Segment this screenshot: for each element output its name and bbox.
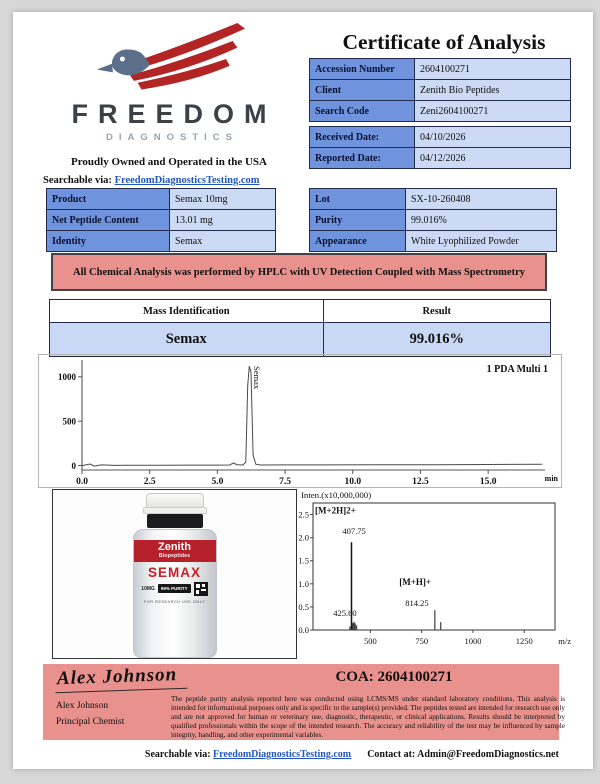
vial-brand-sub: Biopeptides [158, 552, 191, 559]
eagle-logo-icon [79, 22, 259, 98]
table-row [47, 210, 276, 231]
table-row [310, 59, 571, 80]
searchable-link[interactable]: FreedomDiagnosticsTesting.com [114, 175, 260, 186]
signer-name: Alex Johnson [56, 701, 108, 711]
brand-tagline: Proudly Owned and Operated in the USA [71, 156, 267, 168]
signature-block [43, 664, 565, 740]
table-row [310, 80, 571, 101]
table-row [47, 189, 276, 210]
mass-spectrum-chart [283, 488, 573, 662]
searchable-label: Searchable via: [43, 175, 112, 186]
svg-text:2.0: 2.0 [298, 532, 309, 543]
svg-text:0.0: 0.0 [298, 625, 309, 635]
svg-text:2.5: 2.5 [143, 477, 156, 487]
vial-purity-badge: 99% PURITY [158, 584, 191, 593]
dates-table [309, 126, 571, 169]
vial-product-name: SEMAX [147, 564, 201, 580]
hplc-chromatogram-chart [38, 354, 562, 488]
svg-text:0.5: 0.5 [298, 601, 309, 612]
footer-searchable-link[interactable]: FreedomDiagnosticsTesting.com [213, 749, 352, 760]
svg-text:Semax: Semax [251, 366, 262, 390]
product-label: Product [47, 189, 170, 210]
eagle-eye [120, 57, 125, 62]
svg-text:min: min [544, 474, 558, 483]
svg-text:425.60: 425.60 [333, 608, 357, 619]
table-row [47, 231, 276, 252]
certificate-page [13, 12, 593, 769]
svg-text:12.5: 12.5 [412, 477, 429, 487]
received-date-value: 04/10/2026 [415, 127, 571, 148]
svg-text:1000: 1000 [464, 636, 482, 646]
brand-subname: DIAGNOSTICS [106, 132, 238, 143]
svg-text:1.0: 1.0 [298, 578, 309, 589]
svg-text:1 PDA Multi 1: 1 PDA Multi 1 [486, 364, 548, 375]
vial-crimp-band [147, 514, 203, 528]
client-label: Client [310, 80, 415, 101]
svg-text:7.5: 7.5 [279, 477, 292, 487]
vial-footnote: FOR RESEARCH USE ONLY [143, 598, 206, 604]
search-code-label: Search Code [310, 101, 415, 122]
accession-table [309, 58, 571, 122]
svg-text:Inten.(x10,000,000): Inten.(x10,000,000) [301, 490, 372, 500]
net-peptide-content-label: Net Peptide Content [47, 210, 170, 231]
product-table [46, 188, 276, 252]
search-code-value: Zeni2604100271 [415, 101, 571, 122]
result-header: Result [323, 300, 550, 323]
reported-date-value: 04/12/2026 [415, 148, 571, 169]
lot-label: Lot [310, 189, 406, 210]
product-value: Semax 10mg [170, 189, 276, 210]
analysis-method-banner: All Chemical Analysis was performed by HPLC with UV Detection Coupled with Mass Spectrometry [51, 253, 547, 291]
signer-role: Principal Chemist [56, 717, 125, 727]
coa-number: COA: 2604100271 [335, 669, 453, 685]
svg-text:500: 500 [62, 416, 76, 427]
vial-glass-body [133, 529, 217, 658]
vial-dose: 10MG [141, 585, 155, 592]
table-row [50, 323, 551, 357]
mass-analyte-cell: Semax [50, 323, 324, 357]
mass-identification-table [49, 299, 551, 357]
vial-brand: Zenith [158, 540, 191, 553]
svg-text:1.5: 1.5 [298, 555, 309, 566]
footer-contact: Contact at: Admin@FreedomDiagnostics.net [367, 749, 559, 760]
svg-text:814.25: 814.25 [405, 597, 429, 608]
vial-label [134, 540, 216, 604]
svg-text:500: 500 [364, 636, 377, 646]
svg-text:[M+2H]2+: [M+2H]2+ [315, 505, 356, 516]
appearance-value: White Lyophilized Powder [406, 231, 557, 252]
received-date-label: Received Date: [310, 127, 415, 148]
vial-cap [146, 493, 204, 508]
disclaimer-text: The peptide purity analysis reported here was conducted using LCMS/MS under standard laboratory conditions. This analysis is intended for informational purposes only and is specific to the sample(s) provided. The peptides tested are intended for research use only and are not approved for human or veterinary use, diagnostic, therapeutic, or clinical applications. Results should be interpreted by qualified professionals within the scope of the intended research. The accuracy and reliability of the test may be influenced by sample integrity, handling, and other experimental variables. [171, 695, 565, 739]
accession-number-value: 2604100271 [415, 59, 571, 80]
vial-cap-ring [143, 507, 207, 514]
client-value: Zenith Bio Peptides [415, 80, 571, 101]
table-header-row [50, 300, 551, 323]
net-peptide-content-value: 13.01 mg [170, 210, 276, 231]
svg-text:0.0: 0.0 [76, 477, 88, 487]
vial [133, 493, 217, 658]
vial-label-mid-row [134, 582, 216, 596]
qr-code-icon [194, 582, 208, 596]
identity-value: Semax [170, 231, 276, 252]
table-row [310, 189, 557, 210]
logo-block [31, 22, 307, 186]
svg-text:[M+H]+: [M+H]+ [399, 577, 432, 588]
eagle-beak [97, 64, 113, 73]
mass-result-cell: 99.016% [323, 323, 550, 357]
svg-text:m/z: m/z [558, 636, 571, 646]
svg-text:407.75: 407.75 [342, 525, 366, 536]
footer-searchable-label: Searchable via: [144, 749, 211, 760]
accession-number-label: Accession Number [310, 59, 415, 80]
header-searchable-line [31, 175, 307, 186]
lot-value: SX-10-260408 [406, 189, 557, 210]
product-vial-photo [52, 489, 297, 659]
svg-text:2.5: 2.5 [298, 509, 309, 520]
vial-label-red-band [134, 540, 216, 562]
svg-text:1250: 1250 [515, 636, 533, 646]
reported-date-label: Reported Date: [310, 148, 415, 169]
svg-text:15.0: 15.0 [479, 477, 497, 487]
appearance-label: Appearance [310, 231, 406, 252]
table-row [310, 148, 571, 169]
mass-identification-header: Mass Identification [50, 300, 324, 323]
table-row [310, 101, 571, 122]
svg-text:0: 0 [71, 460, 76, 471]
purity-label: Purity [310, 210, 406, 231]
certificate-title: Certificate of Analysis [342, 30, 546, 54]
purity-value: 99.016% [406, 210, 557, 231]
svg-text:750: 750 [415, 636, 429, 646]
signature-script: Alex Johnson [55, 664, 188, 694]
identity-label: Identity [47, 231, 170, 252]
svg-text:1000: 1000 [58, 372, 76, 383]
table-row [310, 231, 557, 252]
svg-text:10.0: 10.0 [344, 477, 362, 487]
lot-table [309, 188, 557, 252]
brand-name: FREEDOM [71, 99, 277, 129]
table-row [310, 127, 571, 148]
svg-text:5.0: 5.0 [211, 477, 224, 487]
table-row [310, 210, 557, 231]
